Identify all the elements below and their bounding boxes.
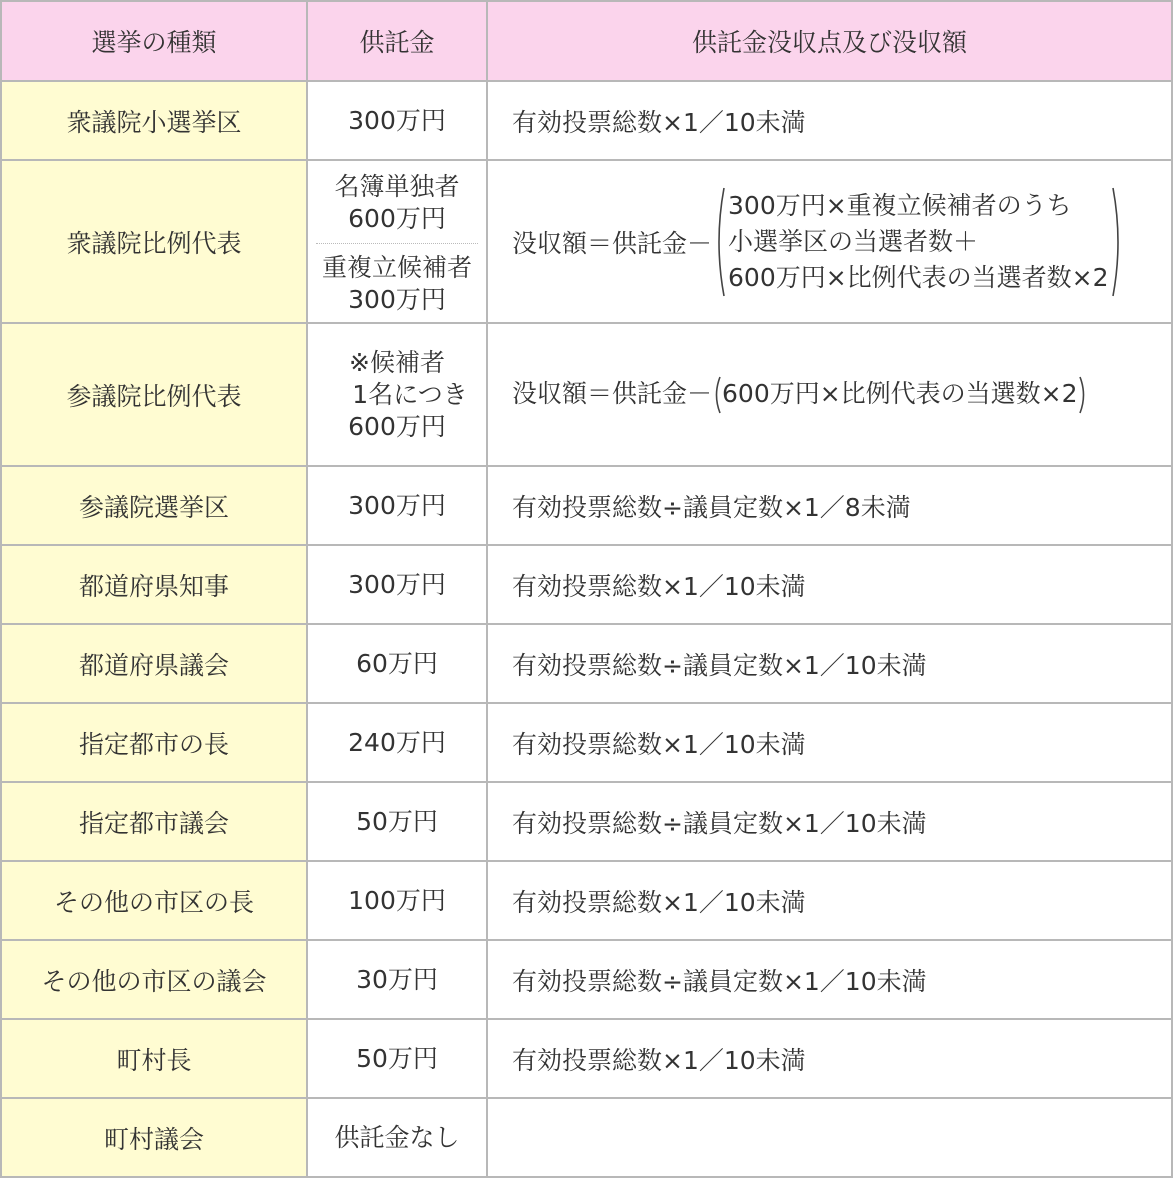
header-row xyxy=(1,1,1172,81)
deposit-label: 重複立候補者 xyxy=(321,253,472,282)
header-forfeiture: 供託金没収点及び没収額 xyxy=(487,1,1172,81)
deposit-amount: 300万円 xyxy=(348,285,446,314)
election-type-cell: 指定都市の長 xyxy=(1,703,307,782)
table-row xyxy=(1,940,1172,1019)
forfeiture-cell: 有効投票総数×1／10未満 xyxy=(487,1019,1172,1098)
deposit-cell: 240万円 xyxy=(307,703,487,782)
table-row xyxy=(1,624,1172,703)
forfeiture-cell: 有効投票総数×1／10未満 xyxy=(487,81,1172,160)
forfeiture-cell xyxy=(487,323,1172,466)
right-paren-icon xyxy=(1078,375,1088,415)
election-type-cell: 都道府県議会 xyxy=(1,624,307,703)
formula-line: 小選挙区の当選者数＋ xyxy=(728,226,979,256)
election-type-cell: 町村議会 xyxy=(1,1098,307,1177)
election-type-cell: 都道府県知事 xyxy=(1,545,307,624)
table-row xyxy=(1,323,1172,466)
deposit-note: 1名につき xyxy=(352,379,468,409)
table-row xyxy=(1,1098,1172,1177)
election-type-cell: 参議院選挙区 xyxy=(1,466,307,545)
table-row xyxy=(1,1019,1172,1098)
deposit-cell: 300万円 xyxy=(307,466,487,545)
formula-prefix: 没収額＝供託金－ xyxy=(512,228,713,258)
deposit-cell: 100万円 xyxy=(307,861,487,940)
formula xyxy=(512,186,1171,298)
deposit-cell: 30万円 xyxy=(307,940,487,1019)
deposit-cell xyxy=(307,160,487,323)
deposit-label: 名簿単独者 xyxy=(334,172,460,201)
forfeiture-cell: 有効投票総数×1／10未満 xyxy=(487,545,1172,624)
table-row xyxy=(1,81,1172,160)
election-type-cell: その他の市区の長 xyxy=(1,861,307,940)
deposit-dual-candidacy-block xyxy=(308,244,486,322)
forfeiture-cell: 有効投票総数÷議員定数×1／10未満 xyxy=(487,940,1172,1019)
forfeiture-cell: 有効投票総数÷議員定数×1／10未満 xyxy=(487,624,1172,703)
election-type-cell: 衆議院比例代表 xyxy=(1,160,307,323)
deposit-note: ※候補者 xyxy=(349,347,445,377)
header-election-type: 選挙の種類 xyxy=(1,1,307,81)
deposit-cell: 300万円 xyxy=(307,545,487,624)
right-paren-icon xyxy=(1111,186,1125,298)
deposit-cell: 300万円 xyxy=(307,81,487,160)
deposit-cell: 60万円 xyxy=(307,624,487,703)
table-row xyxy=(1,782,1172,861)
table-row xyxy=(1,703,1172,782)
formula-multiline xyxy=(726,188,1111,296)
formula-line: 600万円×比例代表の当選者数×2 xyxy=(728,262,1109,292)
election-type-cell: 参議院比例代表 xyxy=(1,323,307,466)
table-row xyxy=(1,545,1172,624)
formula-prefix: 没収額＝供託金－ xyxy=(512,379,713,408)
election-type-cell: 町村長 xyxy=(1,1019,307,1098)
formula-inner: 600万円×比例代表の当選数×2 xyxy=(722,379,1078,408)
deposit-cell: 供託金なし xyxy=(307,1098,487,1177)
header-deposit: 供託金 xyxy=(307,1,487,81)
forfeiture-cell: 有効投票総数÷議員定数×1／10未満 xyxy=(487,782,1172,861)
election-type-cell: 指定都市議会 xyxy=(1,782,307,861)
deposit-list-only-block xyxy=(316,161,478,244)
deposit-cell xyxy=(307,323,487,466)
deposit-amount: 600万円 xyxy=(348,204,446,233)
forfeiture-cell: 有効投票総数×1／10未満 xyxy=(487,703,1172,782)
forfeiture-cell xyxy=(487,1098,1172,1177)
forfeiture-cell: 有効投票総数÷議員定数×1／8未満 xyxy=(487,466,1172,545)
table-row xyxy=(1,466,1172,545)
deposit-cell: 50万円 xyxy=(307,1019,487,1098)
formula-line: 300万円×重複立候補者のうち xyxy=(728,190,1072,220)
election-type-cell: 衆議院小選挙区 xyxy=(1,81,307,160)
deposit-amount: 600万円 xyxy=(348,411,446,441)
deposit-cell: 50万円 xyxy=(307,782,487,861)
left-paren-icon xyxy=(712,186,726,298)
election-type-cell: その他の市区の議会 xyxy=(1,940,307,1019)
left-paren-icon xyxy=(712,375,722,415)
table-row xyxy=(1,861,1172,940)
forfeiture-cell xyxy=(487,160,1172,323)
table-row xyxy=(1,160,1172,323)
forfeiture-cell: 有効投票総数×1／10未満 xyxy=(487,861,1172,940)
